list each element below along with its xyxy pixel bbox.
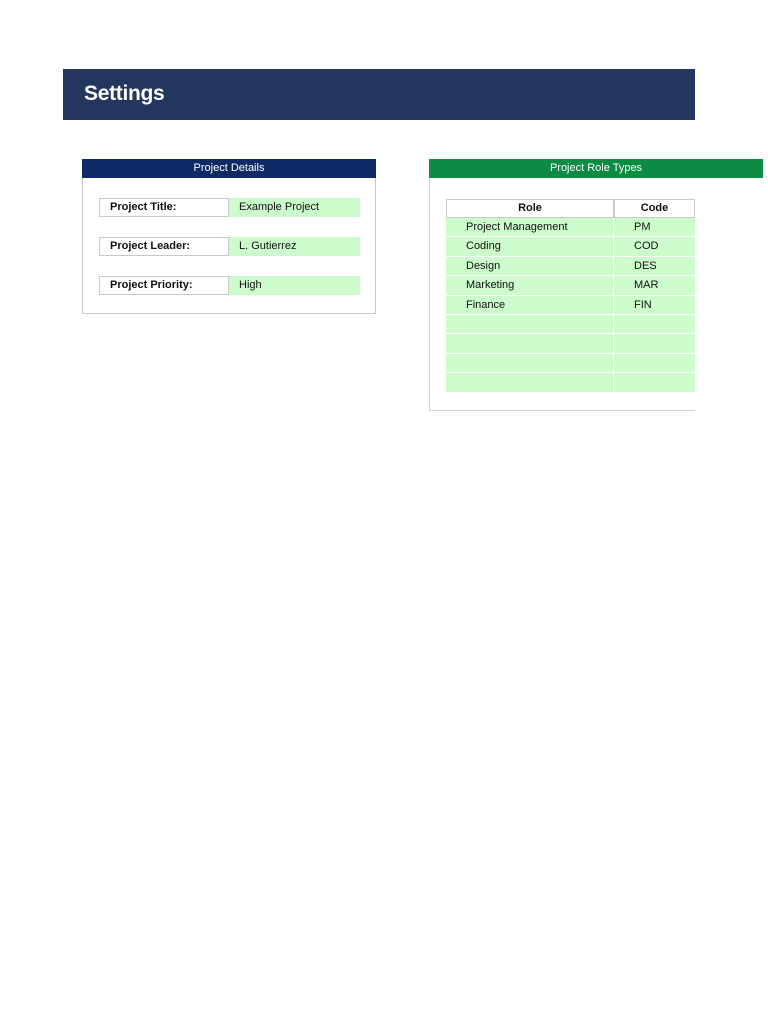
project-role-types-header: Project Role Types bbox=[429, 159, 763, 178]
table-row bbox=[446, 315, 695, 334]
project-details-panel bbox=[82, 159, 376, 314]
role-cell[interactable]: Coding bbox=[446, 237, 614, 256]
project-details-header: Project Details bbox=[82, 159, 376, 178]
table-row bbox=[446, 296, 695, 315]
code-cell[interactable]: PM bbox=[614, 218, 695, 237]
settings-header bbox=[63, 69, 695, 120]
project-leader-field[interactable]: L. Gutierrez bbox=[229, 237, 360, 256]
project-leader-label: Project Leader: bbox=[99, 237, 229, 256]
table-row bbox=[446, 373, 695, 392]
project-title-field[interactable]: Example Project bbox=[229, 198, 360, 217]
role-cell[interactable] bbox=[446, 315, 614, 334]
project-leader-row bbox=[99, 237, 360, 256]
code-cell[interactable]: COD bbox=[614, 237, 695, 256]
code-cell[interactable] bbox=[614, 334, 695, 353]
project-role-types-panel bbox=[429, 159, 695, 411]
role-cell[interactable]: Finance bbox=[446, 296, 614, 315]
column-header-code: Code bbox=[614, 199, 695, 218]
table-row bbox=[446, 218, 695, 237]
role-types-table bbox=[446, 199, 695, 393]
role-cell[interactable] bbox=[446, 354, 614, 373]
code-cell[interactable] bbox=[614, 354, 695, 373]
project-title-row bbox=[99, 198, 360, 217]
table-row bbox=[446, 276, 695, 295]
project-priority-label: Project Priority: bbox=[99, 276, 229, 295]
role-cell[interactable]: Design bbox=[446, 257, 614, 276]
column-header-role: Role bbox=[446, 199, 614, 218]
table-row bbox=[446, 237, 695, 256]
page-title: Settings bbox=[84, 82, 165, 105]
code-cell[interactable] bbox=[614, 373, 695, 392]
table-header-row bbox=[446, 199, 695, 218]
project-title-label: Project Title: bbox=[99, 198, 229, 217]
code-cell[interactable]: FIN bbox=[614, 296, 695, 315]
table-row bbox=[446, 334, 695, 353]
role-cell[interactable]: Project Management bbox=[446, 218, 614, 237]
code-cell[interactable]: MAR bbox=[614, 276, 695, 295]
role-cell[interactable] bbox=[446, 373, 614, 392]
code-cell[interactable] bbox=[614, 315, 695, 334]
table-row bbox=[446, 354, 695, 373]
project-priority-row bbox=[99, 276, 360, 295]
code-cell[interactable]: DES bbox=[614, 257, 695, 276]
table-row bbox=[446, 257, 695, 276]
role-cell[interactable] bbox=[446, 334, 614, 353]
project-priority-field[interactable]: High bbox=[229, 276, 360, 295]
role-cell[interactable]: Marketing bbox=[446, 276, 614, 295]
